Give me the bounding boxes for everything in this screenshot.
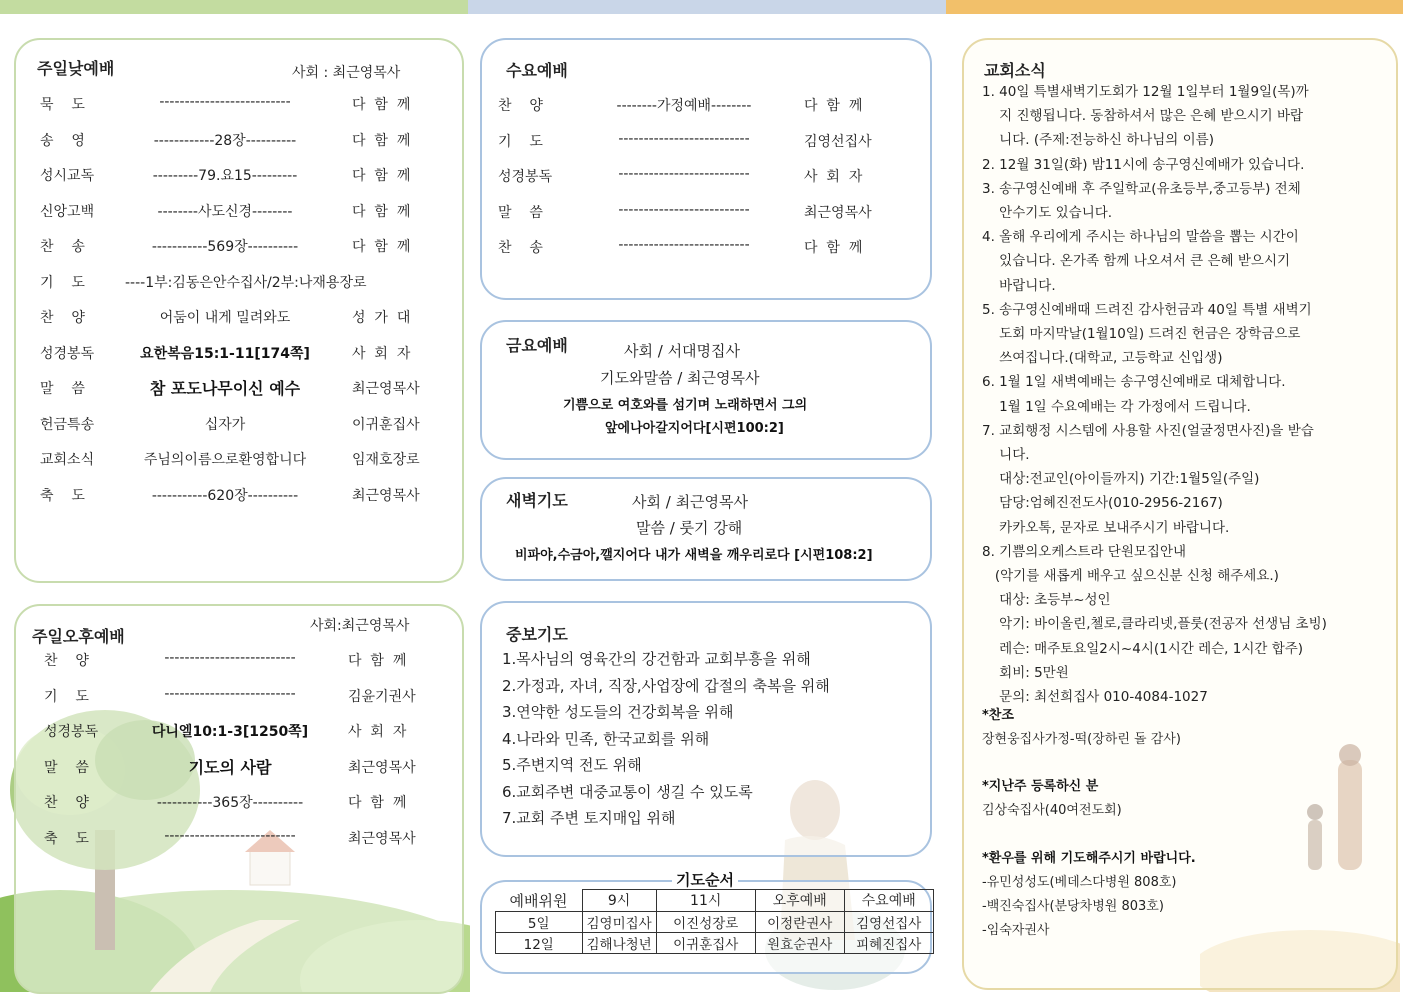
news-line: 2. 12월 31일(화) 밤11시에 송구영신예배가 있습니다.	[982, 156, 1305, 173]
order-label: 찬 양	[498, 98, 543, 114]
sunday-pm-presider: 사회:최근영목사	[310, 618, 410, 634]
sponsor-text: 장현웅집사가정-떡(장하린 돌 감사)	[982, 732, 1181, 747]
prayer-item: 3.연약한 성도들의 건강회복을 위해	[502, 703, 734, 721]
prayer-item: 4.나라와 민족, 한국교회를 위해	[502, 729, 710, 748]
dawn-line1: 사회 / 최근영목사	[632, 493, 749, 511]
order-label: 신앙고백	[40, 203, 95, 220]
news-line: 바랍니다.	[982, 277, 1056, 294]
order-row	[498, 95, 898, 115]
news-line: 카카오톡, 문자로 보내주시기 바랍니다.	[982, 519, 1230, 536]
news-line: 대상:전교인(아이들까지) 기간:1월5일(주일)	[982, 471, 1260, 488]
order-content: 기도의 사람	[188, 757, 272, 777]
order-person: 최근영목사	[352, 381, 420, 397]
sunday-pm-title: 주일오후예배	[32, 627, 125, 646]
order-content: --------------------------	[159, 94, 291, 110]
news-line: 악기: 바이올린,첼로,클라리넷,플룻(전공자 선생님 초빙)	[982, 616, 1327, 633]
news-line: 안수기도 있습니다.	[982, 205, 1113, 221]
news-line: 있습니다. 온가족 함께 나오셔서 큰 은혜 받으시기	[982, 253, 1291, 270]
order-label: 말 씀	[44, 759, 89, 776]
news-line: 쓰여집니다.(대학교, 고등학교 신입생)	[982, 350, 1223, 367]
order-row	[498, 237, 898, 257]
duty-header: 예배위원	[496, 890, 583, 912]
sunday-am-presider: 사회 : 최근영목사	[292, 65, 401, 81]
order-person: 사 회 자	[804, 169, 863, 185]
order-content: --------가정예배--------	[616, 98, 752, 114]
sponsor-title: *찬조	[982, 708, 1014, 723]
duty-header-row	[496, 890, 934, 912]
order-content: --------------------------	[618, 201, 750, 218]
order-content: 주님의이름으로환영합니다	[143, 452, 307, 468]
order-label: 찬 양	[44, 795, 89, 811]
order-content: --------------------------	[618, 237, 750, 253]
order-person: 다 함 께	[348, 795, 407, 811]
order-label: 송 영	[40, 132, 85, 149]
duty-cell: 원효순권사	[755, 932, 844, 953]
news-title: 교회소식	[984, 61, 1046, 80]
duty-cell: 이정란권사	[755, 911, 844, 932]
order-person: 다 함 께	[348, 653, 407, 669]
order-label: 축 도	[40, 487, 85, 504]
order-row	[40, 378, 440, 398]
order-row	[44, 828, 444, 848]
order-content: ---------79.요15---------	[152, 168, 298, 184]
order-content: --------------------------	[618, 130, 750, 147]
order-row	[44, 686, 444, 706]
order-row	[498, 131, 898, 151]
duty-row	[496, 911, 934, 932]
prayer-item: 1.목사님의 영육간의 강건함과 교회부흥을 위해	[502, 650, 811, 668]
order-row	[40, 307, 440, 327]
news-line: 6. 1월 1일 새벽예배는 송구영신예배로 대체합니다.	[982, 374, 1286, 391]
news-line: 문의: 최선희집사 010-4084-1027	[982, 689, 1208, 705]
duty-row	[496, 932, 934, 953]
duty-cell: 5일	[496, 911, 583, 932]
order-content: 십자가	[204, 416, 246, 433]
order-content: ------------28장----------	[153, 132, 297, 149]
order-label: 찬 양	[44, 653, 89, 669]
duty-header: 9시	[582, 890, 656, 912]
order-label: 말 씀	[40, 381, 85, 397]
order-row	[40, 130, 440, 150]
order-person: 김영선집사	[804, 133, 872, 150]
dawn-verse: 비파야,수금아,깰지어다 내가 새벽을 깨우리로다 [시편108:2]	[515, 548, 873, 563]
prayer-item: 7.교회 주변 토지매입 위해	[502, 809, 676, 827]
dawn-line2: 말씀 / 룻기 강해	[636, 519, 743, 537]
order-content: ----1부:김동은안수집사/2부:나재용장로	[125, 274, 367, 291]
sick-item: -임숙자권사	[982, 923, 1050, 938]
duty-cell: 이진성장로	[656, 911, 755, 932]
friday-line1: 사회 / 서대명집사	[624, 342, 741, 360]
band-orange	[946, 0, 1403, 14]
newcomer-title: *지난주 등록하신 분	[982, 779, 1099, 794]
wednesday-title: 수요예배	[506, 61, 568, 80]
order-person: 이귀훈집사	[352, 416, 420, 433]
order-content: -----------569장----------	[151, 239, 299, 255]
order-label: 찬 양	[40, 310, 85, 326]
news-line: 7. 교회행정 시스템에 사용할 사진(얼굴정면사진)을 받습	[982, 422, 1314, 439]
duty-cell: 이귀훈집사	[656, 932, 755, 953]
sick-item: -백진숙집사(분당차병원 803호)	[982, 899, 1164, 914]
order-row	[44, 792, 444, 812]
order-row	[498, 166, 898, 186]
news-line: 레슨: 매주토요일2시~4시(1시간 레슨, 1시간 합주)	[982, 640, 1304, 657]
dawn-title: 새벽기도	[506, 491, 568, 510]
news-line: 8. 기쁨의오케스트라 단원모집안내	[982, 543, 1187, 560]
order-label: 찬 송	[498, 240, 543, 256]
order-content: --------------------------	[618, 166, 750, 182]
order-label: 기 도	[44, 688, 89, 705]
order-content: --------------------------	[164, 650, 296, 666]
news-line: 3. 송구영신예배 후 주일학교(유초등부,중고등부) 전체	[982, 180, 1301, 197]
order-label: 헌금특송	[40, 416, 95, 433]
order-row	[40, 343, 440, 363]
news-line: 1월 1일 수요예배는 각 가정에서 드립니다.	[982, 398, 1251, 415]
order-person: 최근영목사	[804, 204, 872, 221]
order-row	[40, 165, 440, 185]
news-line: (악기를 새롭게 배우고 싶으신분 신청 해주세요.)	[982, 568, 1279, 584]
order-content: --------사도신경--------	[157, 203, 293, 220]
order-row	[40, 201, 440, 221]
band-green	[0, 0, 468, 14]
order-content: 다니엘10:1-3[1250쪽]	[151, 724, 309, 740]
friday-verse-line2: 앞에나아갈지어다[시편100:2]	[605, 421, 784, 436]
order-row	[40, 449, 440, 469]
order-person: 임재호장로	[352, 452, 420, 468]
order-person: 다 함 께	[804, 240, 863, 256]
band-blue	[468, 0, 946, 14]
duty-header: 오후예배	[755, 890, 844, 912]
news-line: 4. 올해 우리에게 주시는 하나님의 말씀을 뽑는 시간이	[982, 229, 1299, 246]
order-row	[40, 414, 440, 434]
order-label: 성경봉독	[40, 345, 95, 362]
order-person: 최근영목사	[348, 759, 416, 776]
order-label: 성경봉독	[44, 724, 99, 740]
order-person: 다 함 께	[352, 168, 411, 184]
duty-cell: 김영미집사	[582, 911, 656, 932]
order-row	[40, 94, 440, 114]
order-row	[498, 202, 898, 222]
order-label: 기 도	[40, 274, 85, 291]
order-person: 김윤기권사	[348, 688, 416, 705]
order-content: 어둠이 내게 밀려와도	[159, 310, 291, 326]
order-content: 요한복음15:1-11[174쪽]	[140, 345, 310, 362]
news-line: 니다.	[982, 447, 1030, 463]
order-person: 다 함 께	[352, 132, 411, 149]
order-content: --------------------------	[164, 827, 296, 844]
order-label: 묵 도	[40, 97, 85, 113]
order-content: -----------620장----------	[151, 487, 299, 504]
order-label: 찬 송	[40, 239, 85, 255]
order-person: 최근영목사	[348, 830, 416, 847]
order-label: 교회소식	[40, 452, 95, 468]
order-label: 성경봉독	[498, 169, 553, 185]
friday-line2: 기도와말씀 / 최근영목사	[600, 369, 760, 387]
order-content: 참 포도나무이신 예수	[149, 379, 301, 398]
news-line: 1. 40일 특별새벽기도회가 12월 1일부터 1월9일(목)까	[982, 84, 1309, 100]
duty-table	[495, 889, 934, 954]
friday-title: 금요예배	[506, 336, 568, 355]
order-label: 말 씀	[498, 204, 543, 221]
order-person: 최근영목사	[352, 487, 420, 504]
order-content: -----------365장----------	[156, 795, 304, 811]
duty-header: 수요예배	[844, 890, 933, 912]
order-person: 사 회 자	[352, 345, 411, 362]
order-label: 성시교독	[40, 168, 95, 184]
order-row	[44, 757, 444, 777]
duty-title: 기도순서	[672, 869, 738, 890]
order-label: 기 도	[498, 133, 543, 150]
duty-cell: 김해나청년	[582, 932, 656, 953]
news-line: 도회 마지막날(1월10일) 드려진 헌금은 장학금으로	[982, 326, 1301, 342]
news-line: 회비: 5만원	[982, 664, 1069, 681]
prayer-item: 6.교회주변 대중교통이 생길 수 있도록	[502, 782, 753, 801]
news-line: 5. 송구영신예배때 드려진 감사헌금과 40일 특별 새벽기	[982, 301, 1312, 318]
order-label: 축 도	[44, 830, 89, 847]
duty-header: 11시	[656, 890, 755, 912]
news-line: 지 진행됩니다. 동참하셔서 많은 은혜 받으시기 바랍	[982, 108, 1304, 125]
prayer-item: 2.가정과, 자녀, 직장,사업장에 갑절의 축복을 위해	[502, 676, 830, 695]
sunday-am-title: 주일낮예배	[37, 59, 115, 78]
order-person: 다 함 께	[352, 239, 411, 255]
order-person: 다 함 께	[804, 98, 863, 114]
order-row	[44, 721, 444, 741]
order-row	[40, 485, 440, 505]
friday-verse-line1: 기쁨으로 여호와를 섬기며 노래하면서 그의	[563, 398, 808, 413]
news-line: 니다. (주제:전능하신 하나님의 이름)	[982, 132, 1214, 149]
newcomer-text: 김상숙집사(40여전도회)	[982, 803, 1122, 818]
order-row	[44, 650, 444, 670]
order-person: 성 가 대	[352, 310, 411, 326]
order-person: 다 함 께	[352, 97, 411, 113]
sick-item: -유민성성도(베데스다병원 808호)	[982, 875, 1177, 890]
duty-cell: 피혜진집사	[844, 932, 933, 953]
order-person: 다 함 께	[352, 203, 411, 220]
sick-title: *환우를 위해 기도해주시기 바랍니다.	[982, 851, 1196, 866]
prayer-item: 5.주변지역 전도 위해	[502, 756, 642, 774]
order-person: 사 회 자	[348, 724, 407, 740]
intercession-title: 중보기도	[506, 625, 568, 644]
duty-cell: 12일	[496, 932, 583, 953]
duty-cell: 김영선집사	[844, 911, 933, 932]
news-line: 담당:엄혜진전도사(010-2956-2167)	[982, 495, 1223, 512]
order-row	[40, 272, 440, 292]
order-row	[40, 236, 440, 256]
news-line: 대상: 초등부~성인	[982, 592, 1111, 609]
order-content: --------------------------	[164, 685, 296, 702]
